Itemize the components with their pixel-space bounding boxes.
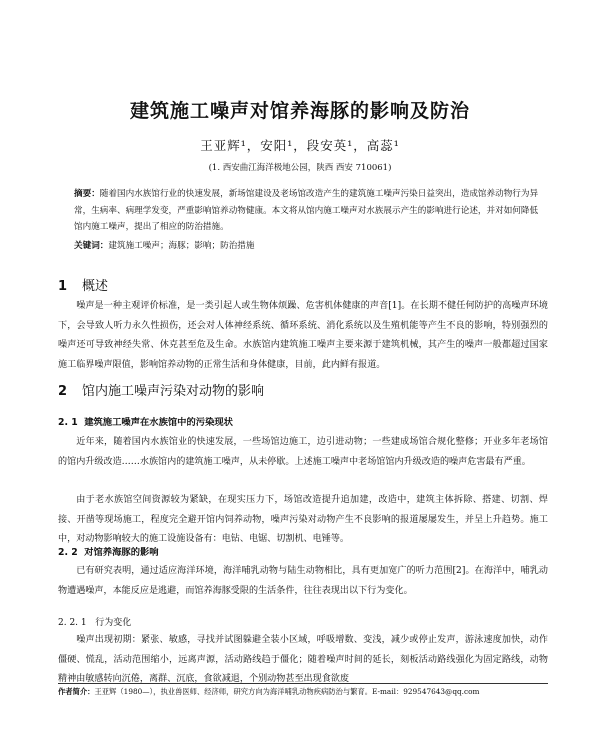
section-2-2-paragraph: 已有研究表明，通过适应海洋环境，海洋哺乳动物与陆生动物相比，具有更加宽广的听力范围[2]。在海洋中，哺乳动物遭遇噪声，本能反应是逃避，而馆养海豚受限的生活条件，往往表现出以下行为变化。 bbox=[58, 566, 548, 596]
section-1-paragraph: 噪声是一种主观评价标准，是一类引起人或生物体烦躁、危害机体健康的声音[1]。在长期不健任何防护的高噪声环境下，会导致人听力永久性损伤，还会对人体神经系统、循环系统、消化系统以及生殖机能等产生不良的影响，特别强烈的噪声还可导致神经失常、休克甚至危及生命。水族馆内建筑施工噪声主要来源于建筑机械，其产生的噪声一般都超过国家施工临界噪声限值，影响馆养动物的正常生活和身体健康，目前，此内鲜有报道。 bbox=[58, 301, 548, 370]
author-footnote bbox=[58, 686, 558, 698]
section-2-number: 2 bbox=[58, 384, 68, 399]
section-2-1-title: 建筑施工噪声在水族馆中的污染现状 bbox=[84, 417, 233, 428]
section-1-heading bbox=[58, 275, 108, 294]
section-2-heading bbox=[58, 380, 264, 399]
keywords-label: 关键词： bbox=[74, 240, 109, 251]
section-2-2-title: 对馆养海豚的影响 bbox=[84, 547, 159, 558]
abstract-block bbox=[74, 186, 544, 254]
keywords-text: 建筑施工噪声；海豚；影响；防治措施 bbox=[108, 240, 255, 251]
section-2-2-1-paragraph: 噪声出现初期：紧张、敏感，寻找并试图躲避全装小区域，呼吸增数、变浅，减少或停止发声，游泳速度加快，动作僵硬、慌乱，活动范围缩小，远离声源，活动路线趋于僵化；随着噪声时间的延长，刻板活动路线强化为固定路线，动物精神由敏感转向沉倦，离群、沉底，食欲减退，个别动物甚至出现食欲废 bbox=[58, 635, 548, 684]
affiliation: (1. 西安曲江海洋极地公园，陕西 西安 710061) bbox=[208, 163, 392, 173]
paper-title: 建筑施工噪声对馆养海豚的影响及防治 bbox=[129, 100, 470, 122]
section-2-2-1-number: 2. 2. 1 bbox=[58, 618, 87, 628]
footnote-divider bbox=[58, 683, 548, 684]
abstract-label: 摘要： bbox=[74, 189, 100, 199]
section-2-2-number: 2. 2 bbox=[58, 547, 78, 558]
section-1-title: 概述 bbox=[82, 279, 109, 294]
author-list: 王亚辉¹，安阳¹，段安英¹，高蕊¹ bbox=[200, 138, 400, 153]
section-2-1-heading bbox=[58, 414, 233, 428]
section-1-number: 1 bbox=[58, 279, 68, 294]
abstract-text: 随着国内水族馆行业的快速发展，新场馆建设及老场馆改造产生的建筑施工噪声污染日益突出，造成馆养动物行为异常，生病率、病理学发变，严重影响馆养动物健康。本文将从馆内施工噪声对水族展示产生的影响进行论述，并对如何降低馆内施工噪声，提出了相应的防治措施。 bbox=[74, 189, 539, 232]
section-2-title: 馆内施工噪声污染对动物的影响 bbox=[82, 384, 265, 399]
footnote-text: 王亚辉（1980—），执业兽医师、经济师，研究方向为海洋哺乳动物疾病防治与繁育。E-mail：929547643@qq.com bbox=[94, 687, 480, 696]
section-2-2-1-title: 行为变化 bbox=[95, 618, 132, 628]
section-2-2-heading bbox=[58, 544, 159, 558]
section-2-2-1-heading bbox=[58, 615, 131, 628]
footnote-label: 作者简介： bbox=[58, 687, 95, 696]
section-2-1-paragraph-2: 由于老水族馆空间资源较为紧缺，在现实压力下，场馆改造提升追加建，改造中，建筑主体拆除、搭建、切割、焊接、开凿等现场施工，程度完全避开馆内饲养动物，噪声污染对动物产生不良影响的报道屡屡发生，并呈上升趋势。施工中，对动物影响较大的施工设施设备有：电钻、电锯、切割机、电锤等。 bbox=[58, 495, 548, 544]
section-2-1-number: 2. 1 bbox=[58, 417, 78, 428]
section-2-1-paragraph-1: 近年来，随着国内水族馆业的快速发展，一些场馆边施工，边引进动物；一些建成场馆合规化整修；开业多年老场馆的馆内升级改造……水族馆内的建筑施工噪声，从未停歇。上述施工噪声中老场馆馆内升级改造的噪声危害最有严重。 bbox=[58, 437, 548, 467]
